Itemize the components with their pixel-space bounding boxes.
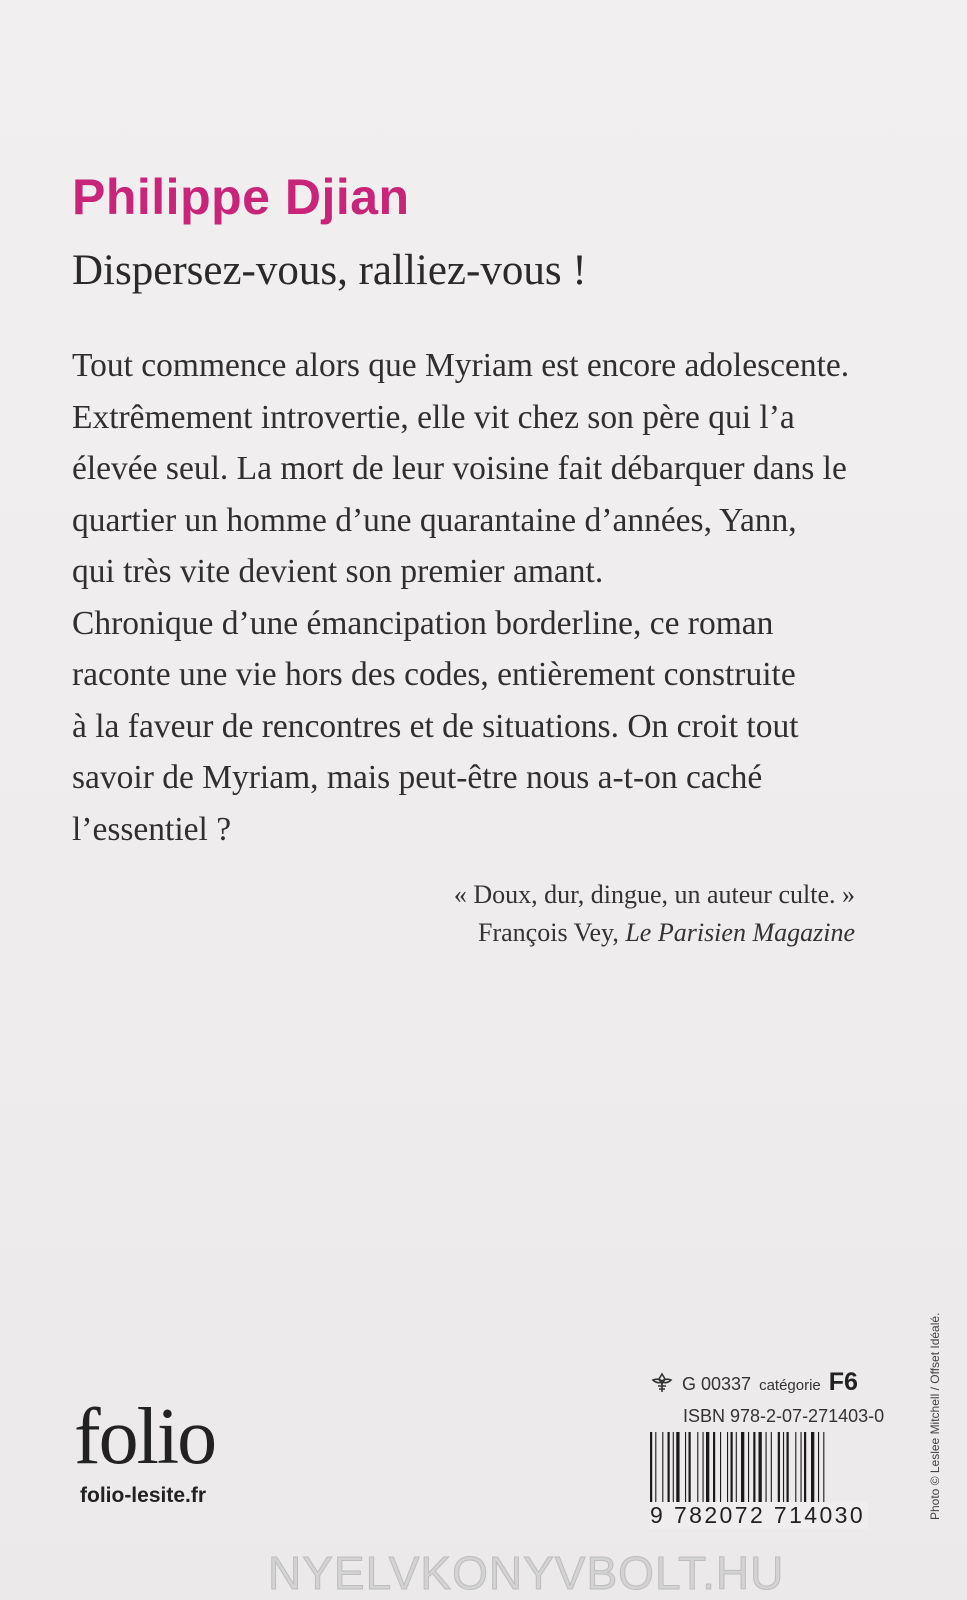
blurb-line: Chronique d’une émancipation borderline, ce roman xyxy=(72,604,774,642)
quote-author: François Vey, xyxy=(478,918,619,947)
photo-credit: Photo © Leslee Mitchell / Offset Idéalé. xyxy=(928,1312,942,1520)
bee-icon xyxy=(650,1371,674,1395)
author-name: Philippe Djian xyxy=(72,169,410,225)
blurb-line: Extrêmement introvertie, elle vit chez son père qui l’a xyxy=(72,398,795,436)
blurb-line: à la faveur de rencontres et de situations. On croit tout xyxy=(72,707,799,745)
publisher-site: folio-lesite.fr xyxy=(80,1484,207,1507)
blurb-line: qui très vite devient son premier amant. xyxy=(72,553,604,590)
blurb-line: quartier un homme d’une quarantaine d’années, Yann, xyxy=(72,501,797,539)
barcode-digits: 9 782072 714030 xyxy=(650,1502,868,1529)
publisher-logo: folio xyxy=(74,1393,216,1481)
watermark: NYELVKONYVBOLT.HU xyxy=(268,1547,785,1599)
blurb-line: raconte une vie hors des codes, entièrement construite xyxy=(72,656,796,693)
quote-publication: Le Parisien Magazine xyxy=(625,918,855,947)
blurb-line: Tout commence alors que Myriam est encore adolescente. xyxy=(72,347,850,384)
blurb-line: élevée seul. La mort de leur voisine fait débarquer dans le xyxy=(72,450,847,487)
press-quote xyxy=(454,876,855,952)
category-label: catégorie xyxy=(759,1377,821,1394)
catalog-info xyxy=(650,1368,858,1397)
isbn: ISBN 978-2-07-271403-0 xyxy=(683,1406,885,1426)
blurb-line: savoir de Myriam, mais peut-être nous a-t-on caché xyxy=(72,759,763,796)
book-title: Dispersez-vous, ralliez-vous ! xyxy=(72,247,587,294)
quote-text: « Doux, dur, dingue, un auteur culte. » xyxy=(453,880,855,909)
blurb-line: l’essentiel ? xyxy=(72,810,232,848)
catalog-code: G 00337 xyxy=(682,1374,752,1394)
quote-source xyxy=(454,914,855,952)
blurb xyxy=(72,340,872,855)
category-value: F6 xyxy=(828,1368,858,1396)
